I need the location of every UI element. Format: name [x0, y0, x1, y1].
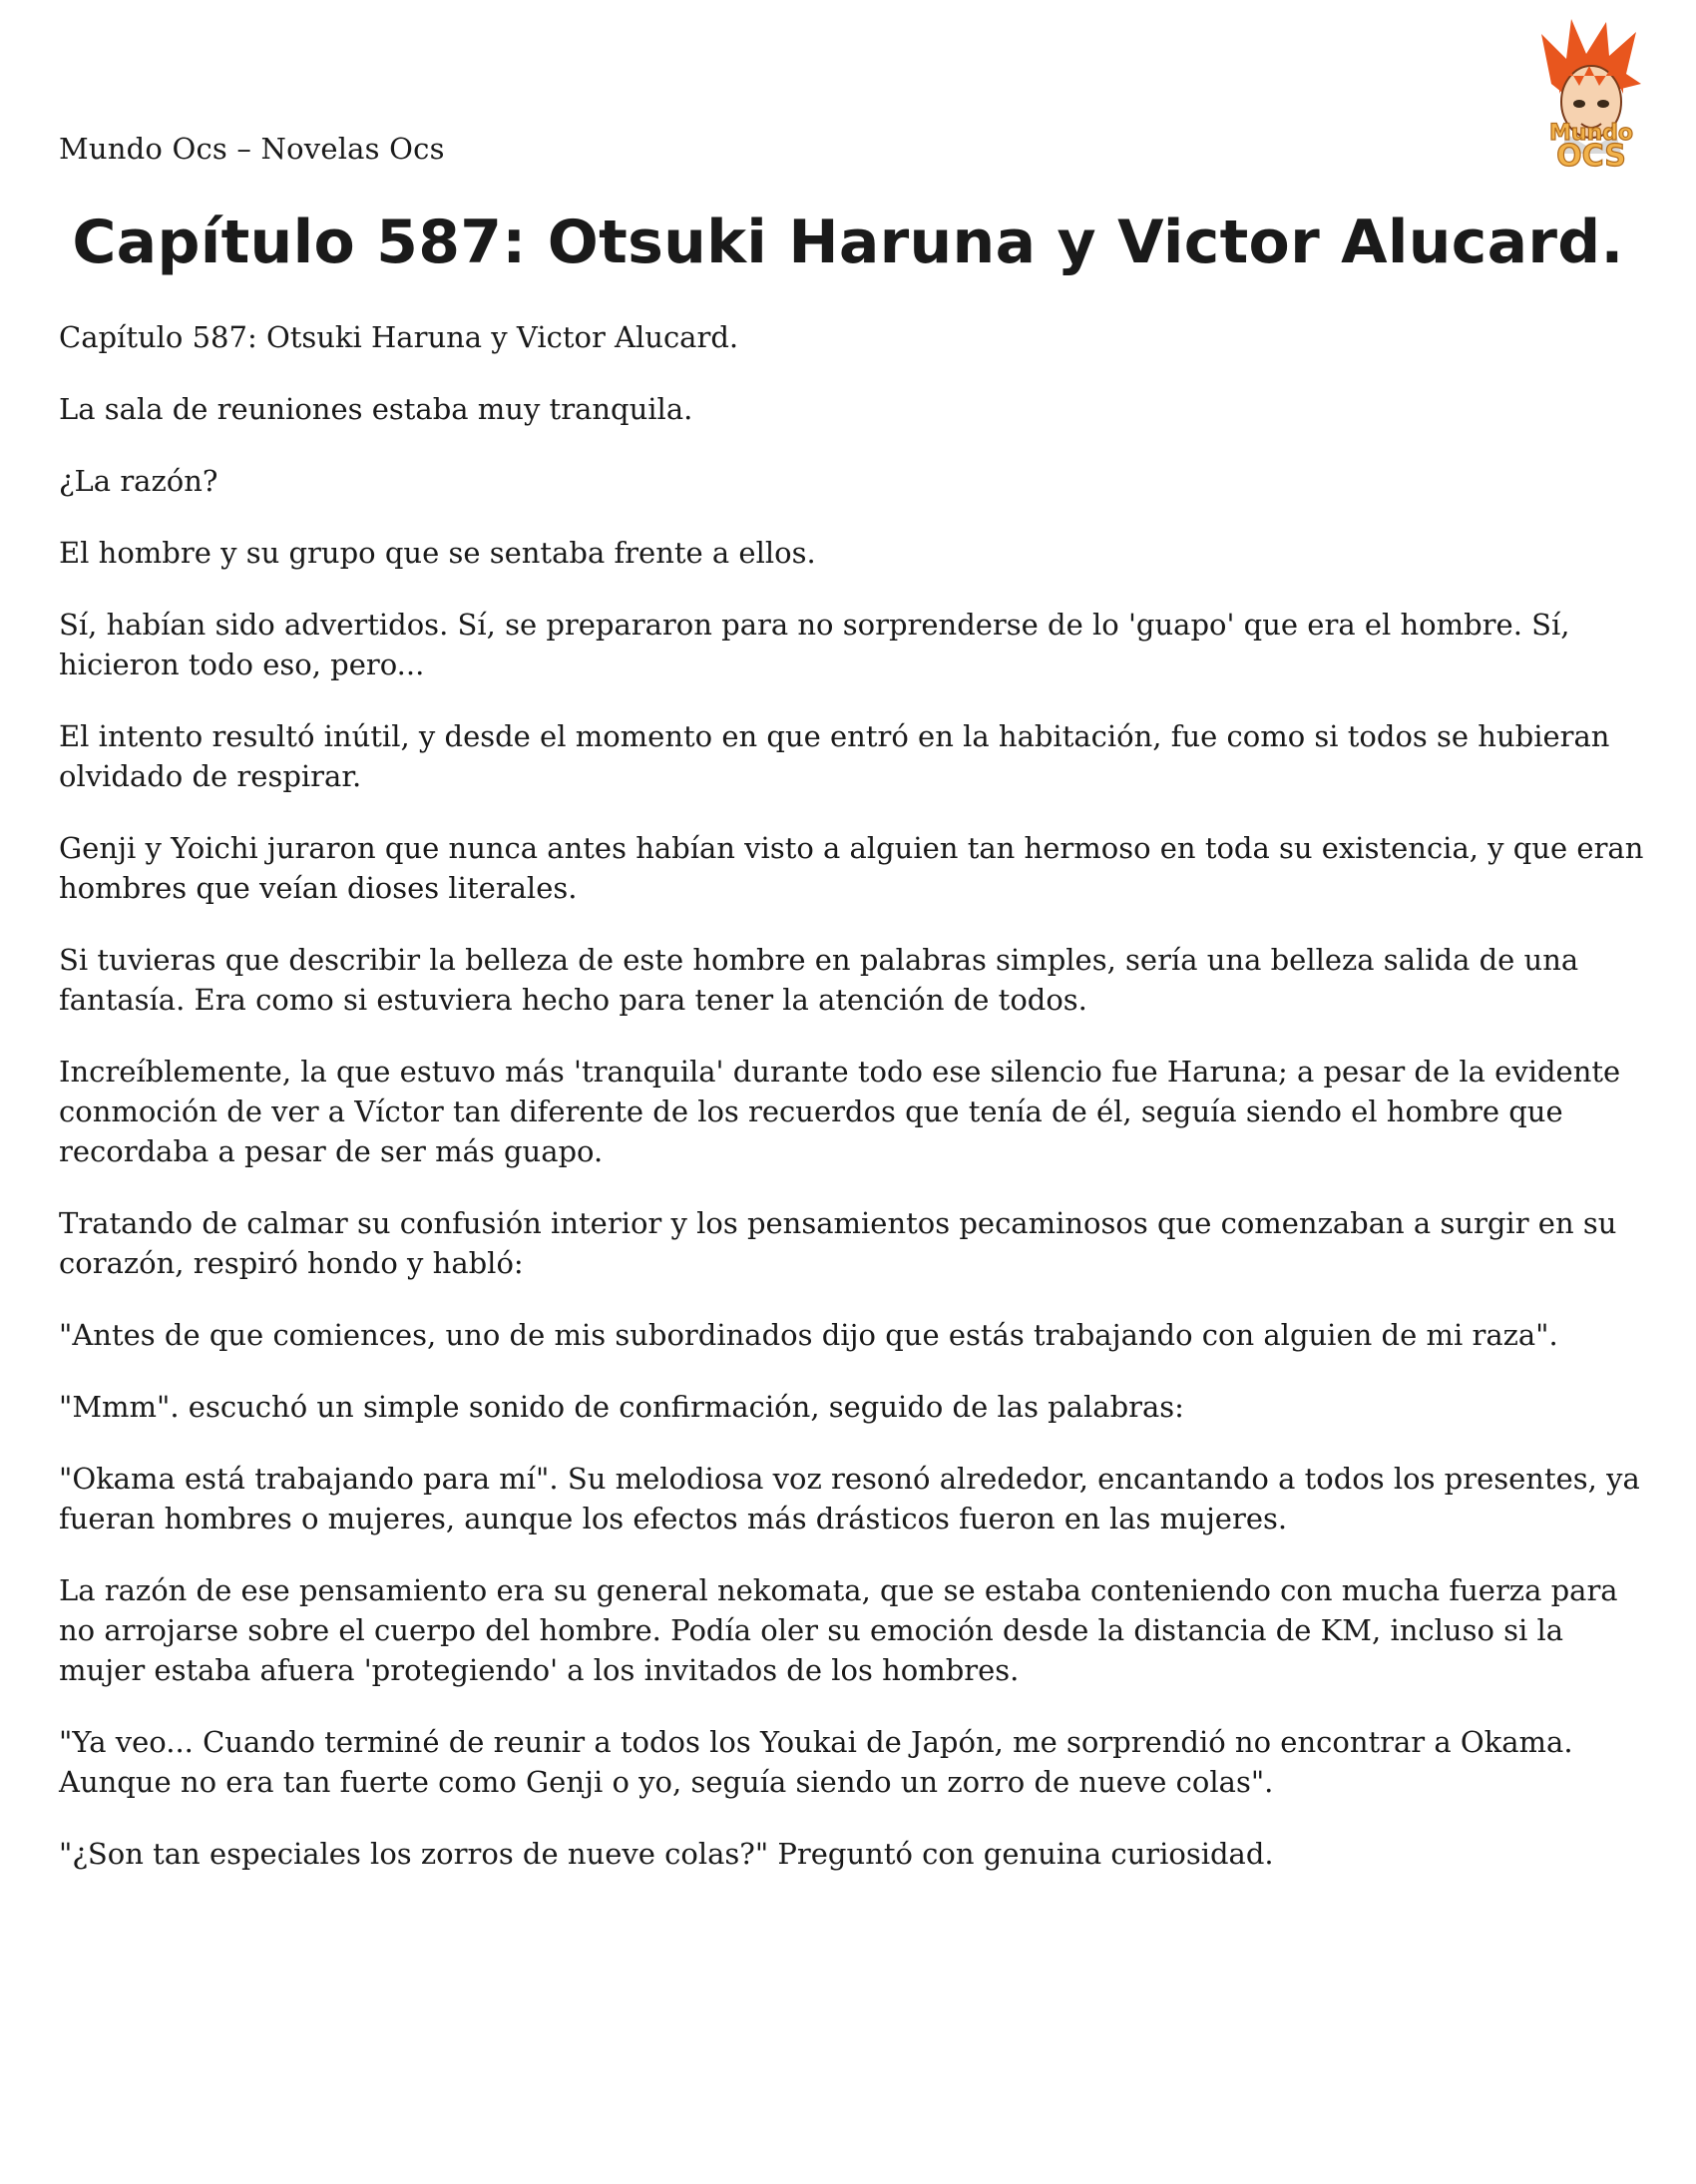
paragraph: Capítulo 587: Otsuki Haruna y Victor Alucard. [59, 320, 739, 354]
mundo-ocs-logo [1511, 14, 1671, 174]
paragraph: Tratando de calmar su confusión interior y los pensamientos pecaminosos que comenzaban a surgir en su corazón, respiró hondo y habló: [59, 1206, 1617, 1280]
paragraph: "Antes de que comiences, uno de mis subordinados dijo que estás trabajando con alguien de mi raza". [59, 1318, 1558, 1352]
paragraph: La sala de reuniones estaba muy tranquila. [59, 392, 693, 426]
paragraph: Increíblemente, la que estuvo más 'tranquila' durante todo ese silencio fue Haruna; a pesar de la evidente conmoción de ver a Víctor tan diferente de los recuerdos que tenía de él, seguía siendo el hombre que recordaba a pesar de ser más guapo. [59, 1055, 1621, 1168]
paragraph: Sí, habían sido advertidos. Sí, se prepararon para no sorprenderse de lo 'guapo' que era el hombre. Sí, hicieron todo eso, pero... [59, 608, 1570, 681]
paragraph: La razón de ese pensamiento era su general nekomata, que se estaba conteniendo con mucha fuerza para no arrojarse sobre el cuerpo del hombre. Podía oler su emoción desde la distancia de KM, incluso si la mujer estaba afuera 'protegiendo' a los invitados de los hombres. [59, 1573, 1618, 1687]
svg-text:Mundo: Mundo [1548, 121, 1634, 146]
paragraph: Si tuvieras que describir la belleza de este hombre en palabras simples, sería una belleza salida de una fantasía. Era como si estuviera hecho para tener la atención de todos. [59, 943, 1579, 1017]
svg-text:OCS: OCS [1556, 139, 1626, 174]
paragraph: Genji y Yoichi juraron que nunca antes habían visto a alguien tan hermoso en toda su existencia, y que eran hombres que veían dioses literales. [59, 831, 1644, 905]
paragraph: "¿Son tan especiales los zorros de nueve colas?" Preguntó con genuina curiosidad. [59, 1837, 1274, 1871]
paragraph: El hombre y su grupo que se sentaba frente a ellos. [59, 536, 816, 570]
paragraph: "Mmm". escuchó un simple sonido de confirmación, seguido de las palabras: [59, 1390, 1184, 1424]
chapter-body [59, 317, 1655, 1906]
paragraph: "Okama está trabajando para mí". Su melodiosa voz resonó alrededor, encantando a todos los presentes, ya fueran hombres o mujeres, aunque los efectos más drásticos fueron en las mujeres. [59, 1462, 1640, 1535]
chapter-title: Capítulo 587: Otsuki Haruna y Victor Alucard. [72, 208, 1624, 277]
paragraph: El intento resultó inútil, y desde el momento en que entró en la habitación, fue como si todos se hubieran olvidado de respirar. [59, 719, 1610, 793]
paragraph: ¿La razón? [59, 464, 218, 498]
site-header-line: Mundo Ocs – Novelas Ocs [59, 132, 445, 166]
paragraph: "Ya veo... Cuando terminé de reunir a todos los Youkai de Japón, me sorprendió no encontrar a Okama. Aunque no era tan fuerte como Genji o yo, seguía siendo un zorro de nueve colas". [59, 1725, 1573, 1799]
